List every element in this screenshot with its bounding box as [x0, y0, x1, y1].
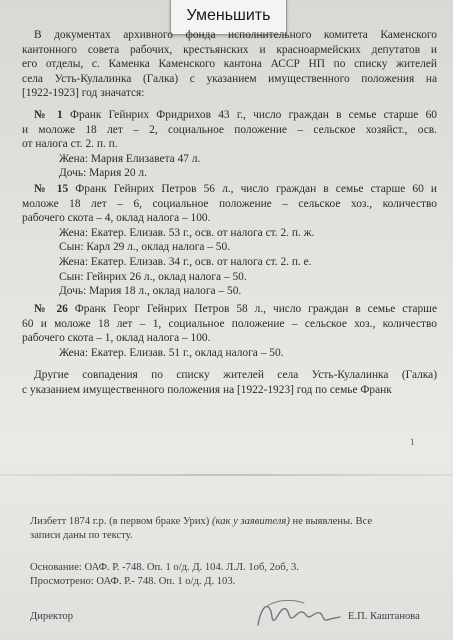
text-line — [22, 302, 437, 317]
text-line: рабочего скота – 1, оклад налога – 100. — [22, 332, 211, 345]
text-line: села Усть-Кулалинка (Галка) с указанием имущественного положения на — [22, 72, 437, 85]
text-line: с указанием имущественного положения на [1922-1923] год по семье Франк — [22, 383, 392, 396]
director-label: Директор — [30, 611, 73, 622]
text-line — [22, 108, 437, 123]
text-line: его отделы, с. Каменка Каменского кантона АССР НП по списку жителей — [22, 58, 437, 71]
text-line: В документах архивного фонда исполнительного комитета Каменского — [34, 29, 437, 41]
record-entry-26 — [22, 302, 437, 360]
family-member: Сын: Карл 29 л., оклад налога – 50. — [59, 241, 231, 254]
record-text: Франк Гейнрих Фридрихов 43 г., число граждан в семье старше 60 — [62, 109, 437, 121]
text-line: моложе 18 лет – 6, социальное положение – сельское хоз., количество — [22, 197, 437, 210]
record-number: № 26 — [34, 303, 68, 315]
family-member: Дочь: Мария 20 л. — [59, 167, 147, 180]
text-line: Лизбетт 1874 г.р. (в первом браке Урих) (как у заявителя) не выявлены. Все — [30, 516, 373, 527]
viewed-line: Просмотрено: ОАФ. Р.- 748. Оп. 1 о/д. Д. 103. — [30, 576, 236, 588]
record-number: № 1 — [34, 109, 63, 121]
continuation-paragraph — [30, 515, 430, 543]
handwritten-signature — [252, 595, 342, 635]
text-line: [1922-1923] год значатся: — [22, 87, 145, 100]
family-member: Жена: Екатер. Елизав. 34 г., осв. от налога ст. 2. п. е. — [59, 255, 312, 268]
intro-paragraph — [22, 28, 437, 101]
record-entry-1 — [22, 108, 437, 181]
text-line: кантонного совета рабочих, крестьянских и красноармейских депутатов и — [22, 43, 437, 56]
director-name: Е.П. Каштанова — [348, 611, 420, 622]
family-member: Жена: Екатер. Елизав. 51 г., оклад налога – 50. — [59, 346, 284, 359]
family-member: Сын: Гейнрих 26 л., оклад налога – 50. — [59, 270, 247, 283]
text-line: и моложе 18 лет – 2, социальное положение – сельское хозяйст., осв. — [22, 123, 437, 136]
family-member: Дочь: Мария 18 л., оклад налога – 50. — [59, 285, 242, 298]
text-line: 60 и моложе 18 лет – 1, социальное положение – сельское хоз., количество — [22, 317, 437, 330]
text-line: записи даны по тексту. — [30, 530, 133, 542]
basis-line: Основание: ОАФ. Р. -748. Оп. 1 о/д. Д. 104. Л.Л. 1об, 2об, 3. — [30, 562, 299, 573]
family-member: Жена: Мария Елизавета 47 л. — [59, 152, 201, 165]
page-number: 1 — [410, 437, 415, 447]
text-line: рабочего скота – 4, оклад налога – 100. — [22, 212, 211, 225]
page-divider — [0, 474, 453, 476]
family-member: Жена: Екатер. Елизав. 53 г., осв. от налога ст. 2. п. ж. — [59, 226, 315, 239]
signature-row — [30, 603, 430, 633]
closing-paragraph — [22, 368, 437, 397]
text-line — [22, 182, 437, 197]
record-entry-15 — [22, 182, 437, 299]
text-line: от налога ст. 2. п. п. — [22, 138, 118, 151]
record-text: Франк Гейнрих Петров 56 л., число граждан в семье старше 60 и — [68, 183, 437, 195]
archive-reference — [30, 561, 430, 589]
text-line: Другие совпадения по списку жителей села Усть-Кулалинка (Галка) — [34, 369, 437, 381]
record-number: № 15 — [34, 183, 69, 195]
record-text: Франк Георг Гейнрих Петров 58 л., число граждан в семье старше — [67, 303, 437, 315]
shrink-button[interactable]: Уменьшить — [170, 0, 287, 35]
